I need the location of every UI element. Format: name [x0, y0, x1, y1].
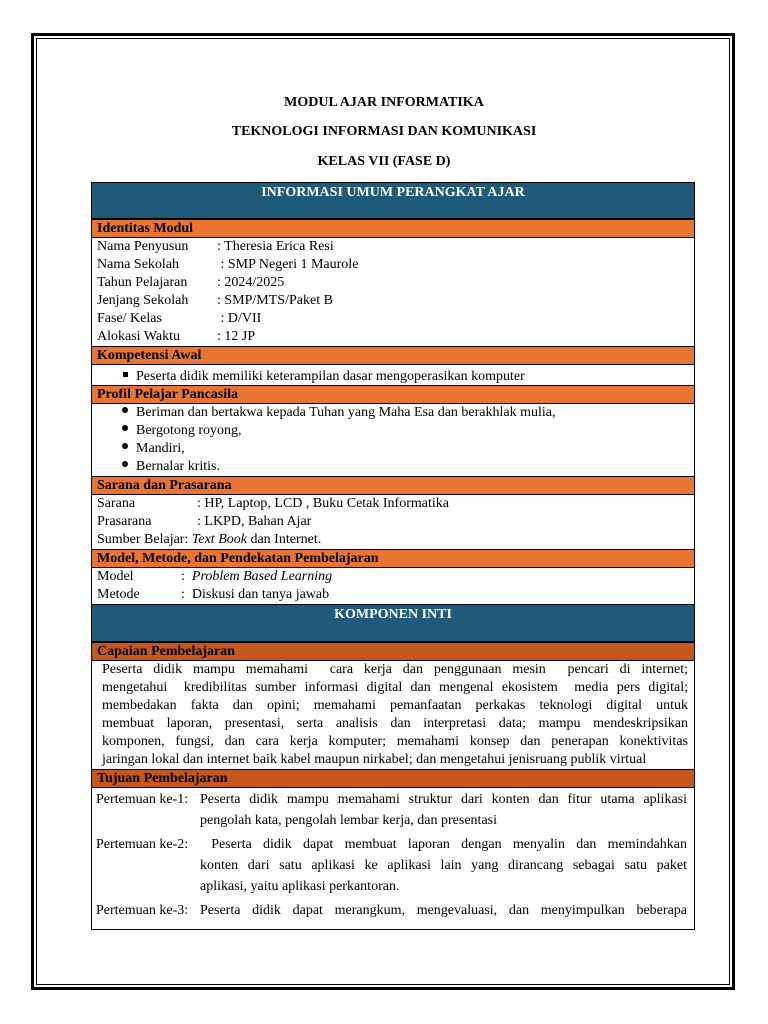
identitas-row: Tahun Pelajaran : 2024/2025 [97, 275, 285, 290]
module-table [91, 182, 695, 930]
list-item: Pertemuan ke-3: Peserta didik dapat merangkum, mengevaluasi, dan menyimpulkan beberapa [96, 903, 687, 918]
tujuan-list [92, 788, 694, 921]
profil-list [92, 404, 694, 476]
identitas-row: Nama Sekolah : SMP Negeri 1 Maurole [97, 257, 359, 272]
list-item: Mandiri, [92, 440, 694, 458]
model-row: Model : Problem Based Learning [97, 569, 333, 584]
list-item: Pertemuan ke-1: Peserta didik mampu memahami struktur dari konten dan fitur utama aplikasi pengolah kata, pengolah lembar kerja, dan presentasi [96, 792, 687, 828]
identitas-row: Nama Penyusun : Theresia Erica Resi [97, 239, 334, 254]
bullet-icon [122, 443, 128, 449]
doc-class: KELAS VII (FASE D) [317, 154, 451, 169]
identitas-row: Alokasi Waktu : 12 JP [97, 329, 256, 344]
list-item: Bergotong royong, [92, 422, 694, 440]
kompetensi-awal-heading: Kompetensi Awal [92, 346, 694, 365]
sarana-heading: Sarana dan Prasarana [92, 476, 694, 495]
sarana-row: Prasarana : LKPD, Bahan Ajar [97, 514, 312, 529]
section-informasi-umum: INFORMASI UMUM PERANGKAT AJAR [92, 182, 694, 219]
list-item: Peserta didik memiliki keterampilan dasar mengoperasikan komputer [92, 365, 694, 385]
list-item: Beriman dan bertakwa kepada Tuhan yang Maha Esa dan berakhlak mulia, [92, 404, 694, 422]
model-heading: Model, Metode, dan Pendekatan Pembelajaran [92, 549, 694, 568]
list-item: Bernalar kritis. [92, 458, 694, 476]
profil-heading: Profil Pelajar Pancasila [92, 385, 694, 404]
sarana-row: Sumber Belajar : Text Book dan Internet. [97, 532, 322, 547]
square-bullet-icon [123, 372, 128, 377]
identitas-heading: Identitas Modul [92, 219, 694, 238]
capaian-heading: Capaian Pembelajaran [92, 642, 694, 661]
model-row: Metode : Diskusi dan tanya jawab [97, 587, 330, 602]
doc-subtitle: TEKNOLOGI INFORMASI DAN KOMUNIKASI [231, 124, 537, 139]
bullet-icon [122, 407, 128, 413]
section-komponen-inti: KOMPONEN INTI [92, 604, 694, 642]
identitas-row: Fase/ Kelas : D/VII [97, 311, 262, 326]
bullet-icon [122, 425, 128, 431]
capaian-text: Peserta didik mampu memahami cara kerja dan penggunaan mesin pencari di internet; mengetahui kredibilitas sumber informasi digital dan mengenal ekosistem media pers digital; membedakan fakta dan opini; memahami pemanfaatan perkakas teknologi digital untuk membuat laporan, presentasi, serta analisis dan interpretasi data; mampu mendeskripsikan komponen, fungsi, dan cara kerja komputer; memahami konsep dan penerapan konektivitas jaringan lokal dan internet baik kabel maupun nirkabel; dan mengetahui jenisruang publik virtual [102, 662, 688, 767]
doc-title: MODUL AJAR INFORMATIKA [284, 95, 484, 110]
identitas-row: Jenjang Sekolah : SMP/MTS/Paket B [97, 293, 333, 308]
bullet-icon [122, 461, 128, 467]
list-item: Pertemuan ke-2: Peserta didik dapat membuat laporan dengan menyalin dan memindahkan konten dari satu aplikasi ke aplikasi lain yang dirancang sebagai satu paket aplikasi, yaitu aplikasi perkantoran. [96, 837, 687, 894]
identitas-list [92, 238, 694, 346]
sarana-row: Sarana : HP, Laptop, LCD , Buku Cetak Informatika [97, 496, 449, 511]
tujuan-heading: Tujuan Pembelajaran [92, 769, 694, 788]
